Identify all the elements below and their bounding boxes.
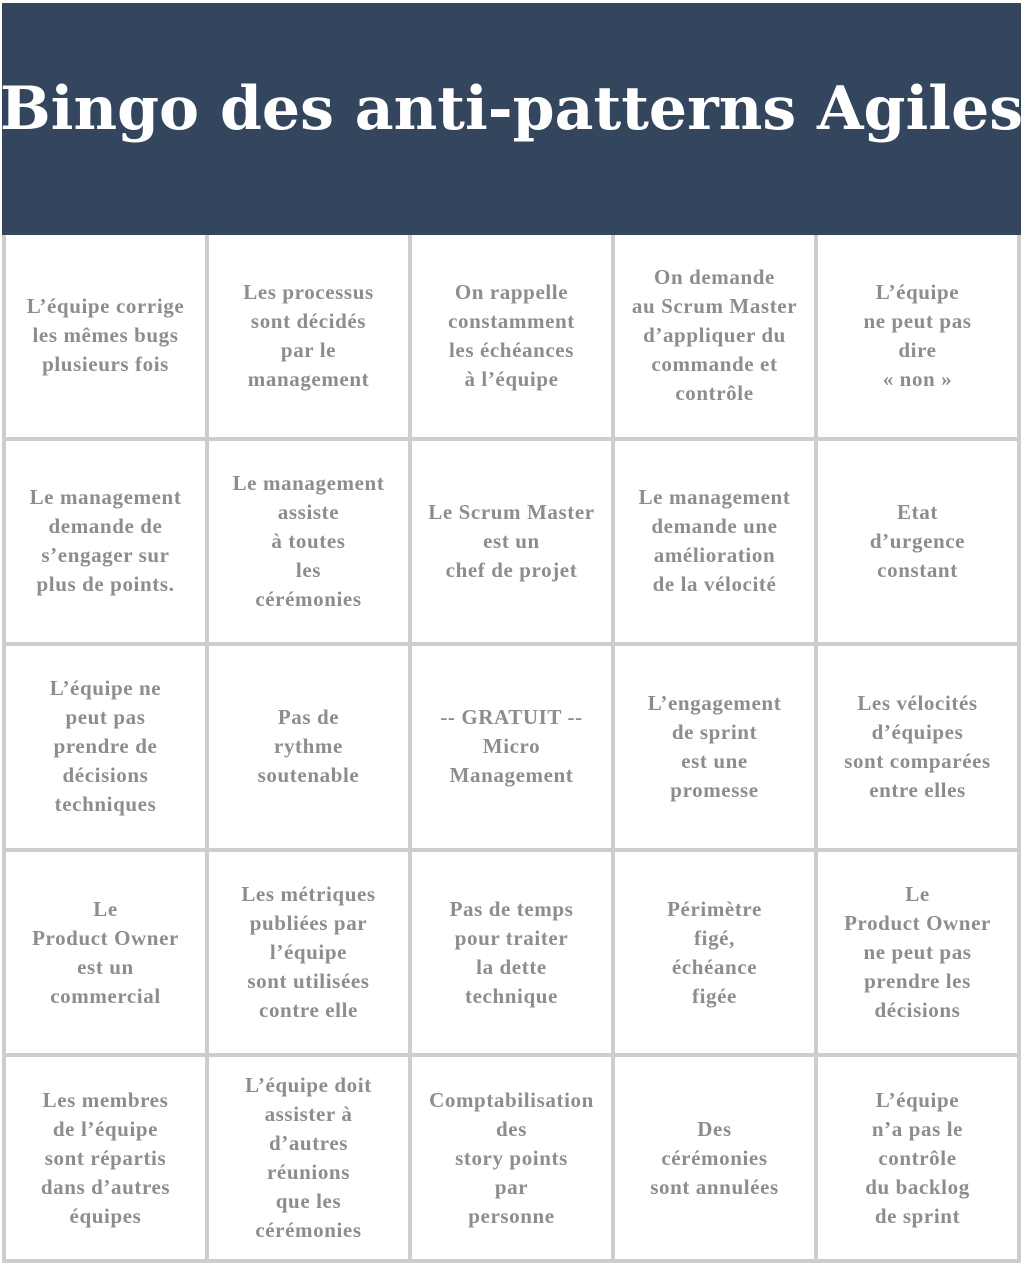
bingo-cell-r4-c5[interactable]: Le Product Owner ne peut pas prendre les décisions: [818, 852, 1017, 1054]
bingo-cell-r1-c1[interactable]: L’équipe corrige les mêmes bugs plusieurs fois: [6, 235, 205, 437]
bingo-cell-r5-c3[interactable]: Comptabilisation des story points par personne: [412, 1057, 611, 1259]
bingo-cell-r3-c2[interactable]: Pas de rythme soutenable: [209, 646, 408, 848]
bingo-cell-r4-c4[interactable]: Périmètre figé, échéance figée: [615, 852, 814, 1054]
bingo-cell-r2-c2[interactable]: Le management assiste à toutes les cérémonies: [209, 441, 408, 643]
bingo-cell-r5-c5[interactable]: L’équipe n’a pas le contrôle du backlog de sprint: [818, 1057, 1017, 1259]
bingo-cell-r5-c1[interactable]: Les membres de l’équipe sont répartis dans d’autres équipes: [6, 1057, 205, 1259]
bingo-cell-r4-c1[interactable]: Le Product Owner est un commercial: [6, 852, 205, 1054]
bingo-cell-free[interactable]: -- GRATUIT -- Micro Management: [412, 646, 611, 848]
bingo-cell-r4-c3[interactable]: Pas de temps pour traiter la dette technique: [412, 852, 611, 1054]
bingo-cell-r1-c4[interactable]: On demande au Scrum Master d’appliquer du commande et contrôle: [615, 235, 814, 437]
bingo-cell-r2-c5[interactable]: Etat d’urgence constant: [818, 441, 1017, 643]
bingo-cell-r1-c3[interactable]: On rappelle constamment les échéances à l’équipe: [412, 235, 611, 437]
bingo-cell-r2-c1[interactable]: Le management demande de s’engager sur plus de points.: [6, 441, 205, 643]
bingo-grid: [2, 235, 1021, 1263]
bingo-cell-r1-c2[interactable]: Les processus sont décidés par le management: [209, 235, 408, 437]
bingo-cell-r2-c3[interactable]: Le Scrum Master est un chef de projet: [412, 441, 611, 643]
bingo-cell-r4-c2[interactable]: Les métriques publiées par l’équipe sont utilisées contre elle: [209, 852, 408, 1054]
bingo-cell-r5-c2[interactable]: L’équipe doit assister à d’autres réunions que les cérémonies: [209, 1057, 408, 1259]
title-banner: [0, 3, 1024, 235]
bingo-cell-r3-c1[interactable]: L’équipe ne peut pas prendre de décisions techniques: [6, 646, 205, 848]
bingo-cell-r1-c5[interactable]: L’équipe ne peut pas dire « non »: [818, 235, 1017, 437]
bingo-cell-r2-c4[interactable]: Le management demande une amélioration de la vélocité: [615, 441, 814, 643]
bingo-cell-r5-c4[interactable]: Des cérémonies sont annulées: [615, 1057, 814, 1259]
bingo-cell-r3-c5[interactable]: Les vélocités d’équipes sont comparées entre elles: [818, 646, 1017, 848]
bingo-cell-r3-c4[interactable]: L’engagement de sprint est une promesse: [615, 646, 814, 848]
page-title: Bingo des anti-patterns Agiles: [0, 74, 1024, 144]
